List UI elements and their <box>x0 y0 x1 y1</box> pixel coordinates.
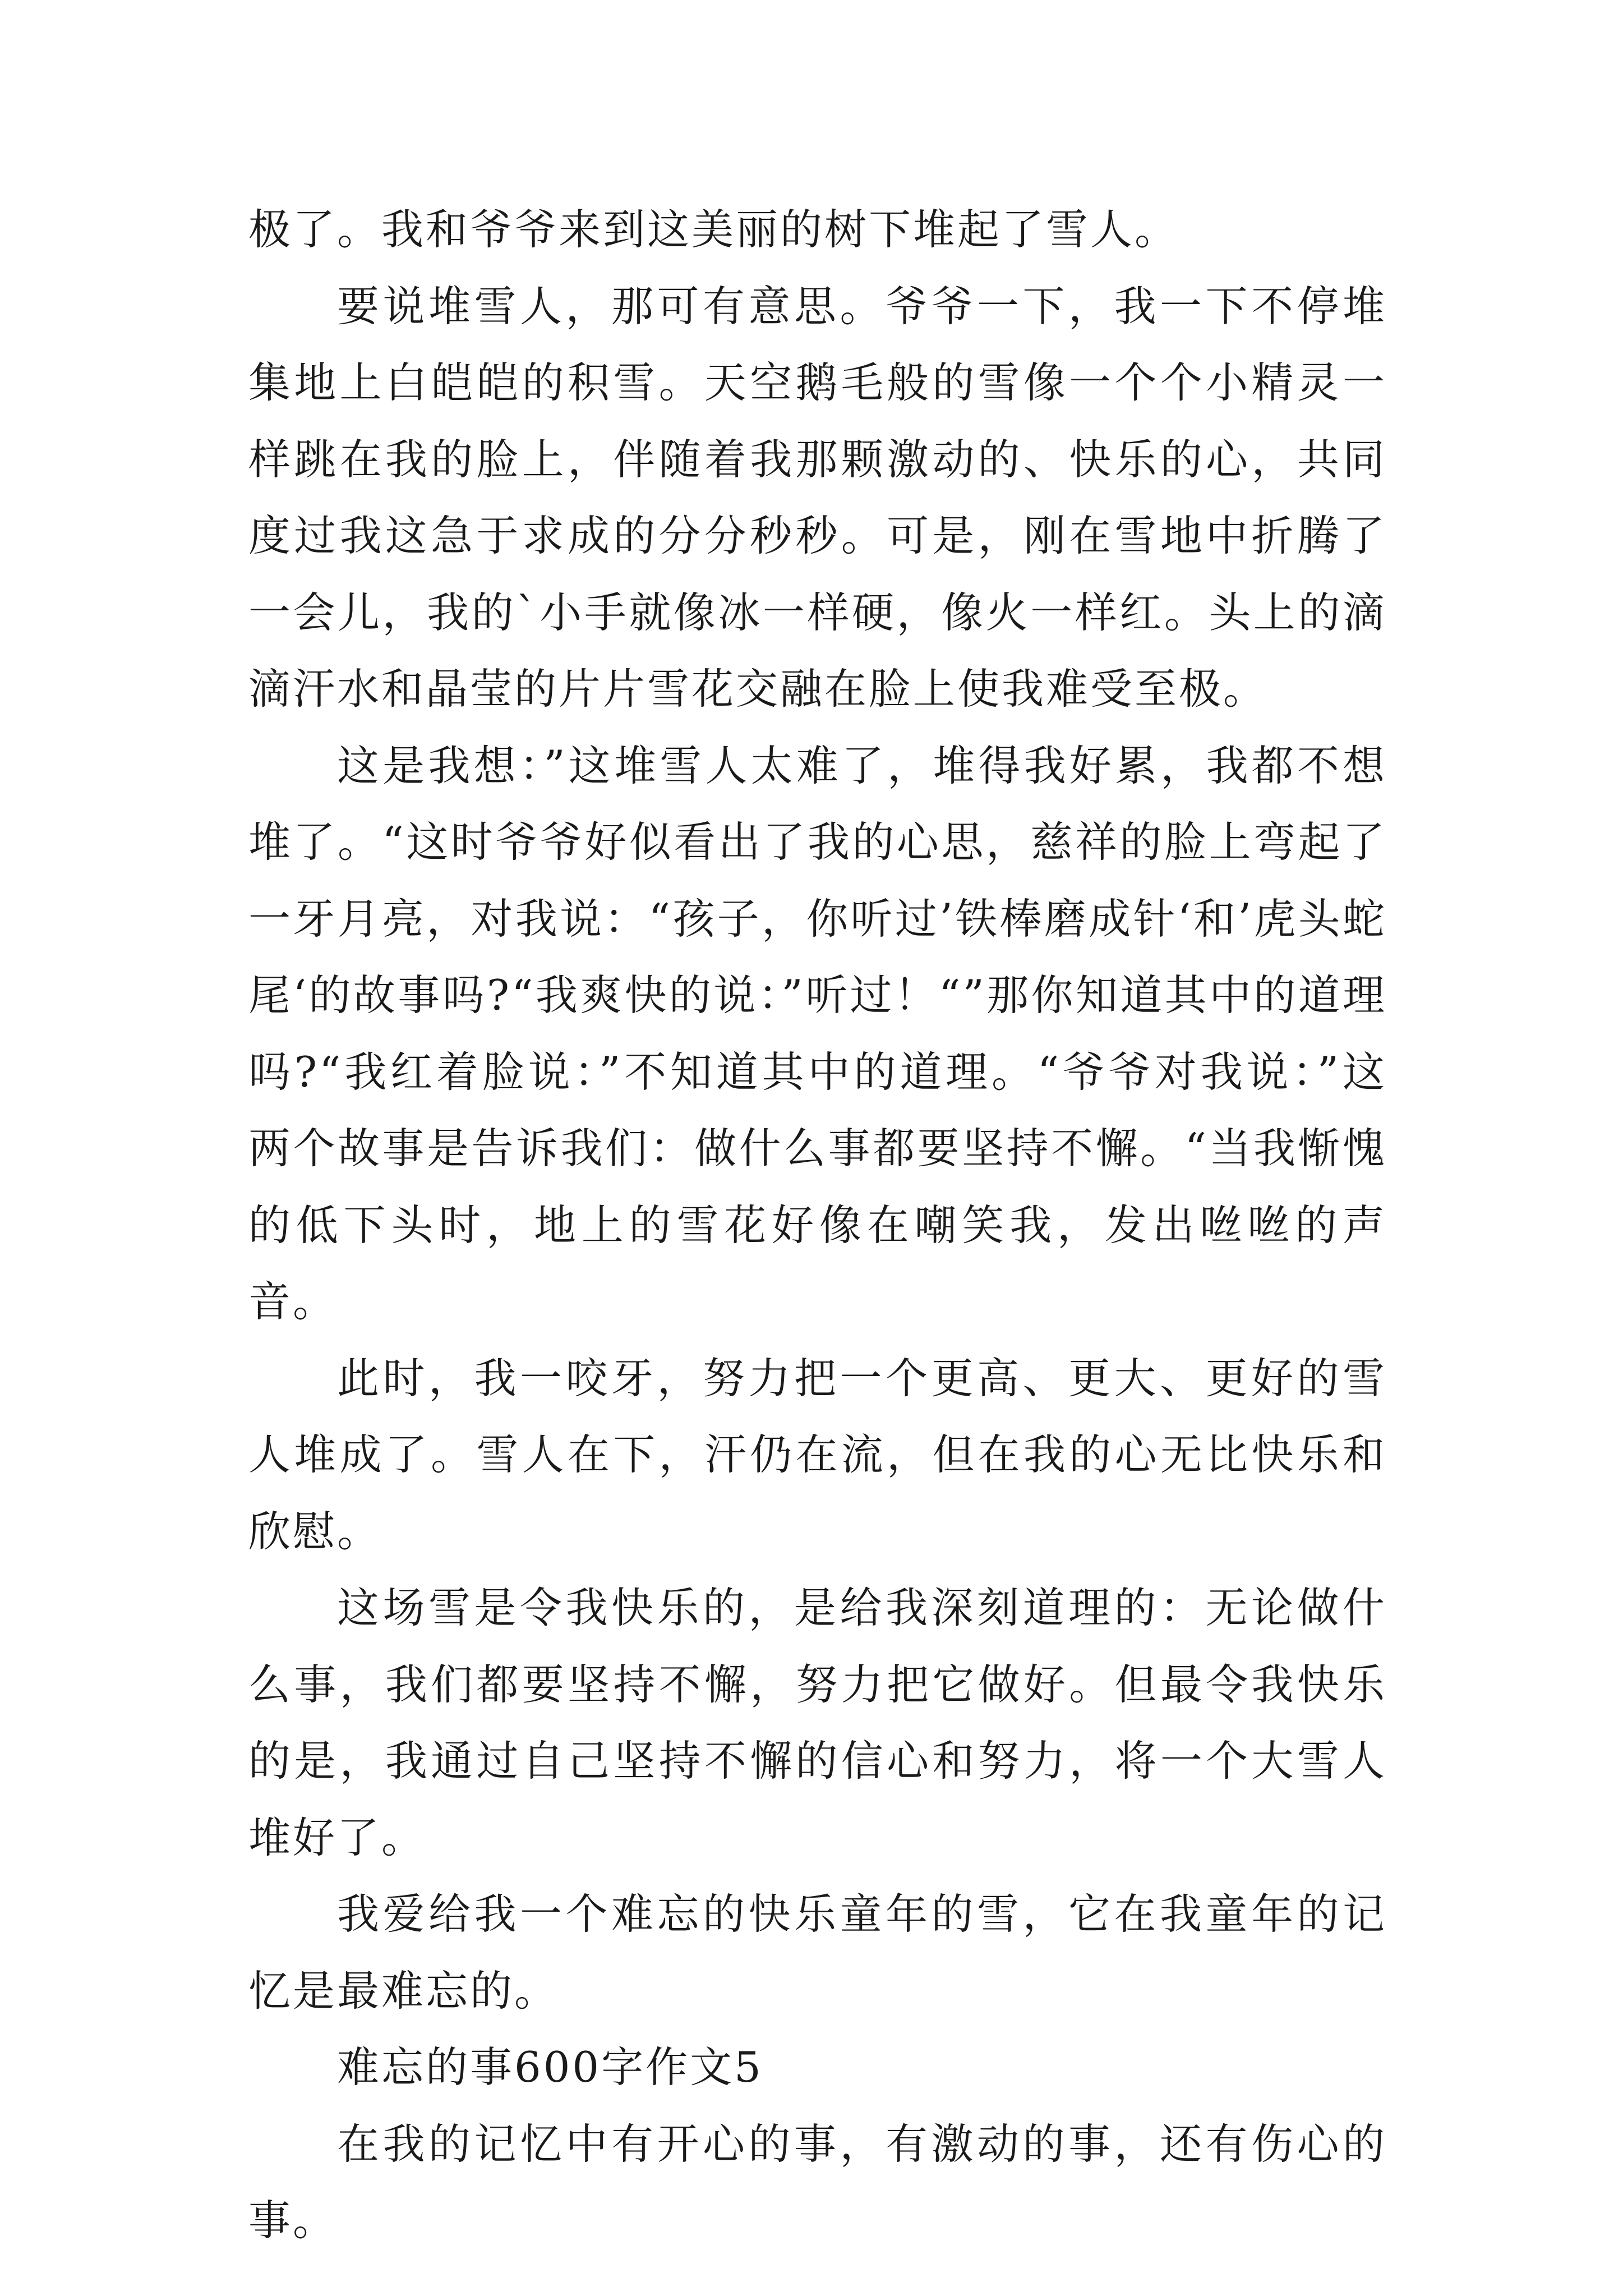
paragraph-6: 我爱给我一个难忘的快乐童年的雪，它在我童年的记忆是最难忘的。 <box>248 1889 1387 2016</box>
paragraph-5: 这场雪是令我快乐的，是给我深刻道理的：无论做什么事，我们都要坚持不懈，努力把它做好。但最令我快乐的是，我通过自己坚持不懈的信心和努力，将一个大雪人堆好了。 <box>248 1583 1387 1862</box>
essay-title: 难忘的事600字作文5 <box>337 2042 763 2092</box>
essay-body <box>248 191 1387 2259</box>
paragraph-7: 在我的记忆中有开心的事，有激动的事，还有伤心的事。 <box>248 2119 1387 2245</box>
paragraph-3: 这是我想：”这堆雪人太难了，堆得我好累，我都不想堆了。“这时爷爷好似看出了我的心思，慈祥的脸上弯起了一牙月亮，对我说：“孩子，你听过’铁棒磨成针‘和’虎头蛇尾‘的故事吗?“我爽快的说：”听过！“”那你知道其中的道理吗?“我红着脸说：”不知道其中的道理。“爷爷对我说：”这两个故事是告诉我们：做什么事都要坚持不懈。“当我惭愧的低下头时，地上的雪花好像在嘲笑我，发出咝咝的声音。 <box>248 740 1387 1326</box>
paragraph-1: 极了。我和爷爷来到这美丽的树下堆起了雪人。 <box>248 205 1179 254</box>
paragraph-2: 要说堆雪人，那可有意思。爷爷一下，我一下不停堆集地上白皑皑的积雪。天空鹅毛般的雪像一个个小精灵一样跳在我的脸上，伴随着我那颗激动的、快乐的心，共同度过我这急于求成的分分秒秒。可是，刚在雪地中折腾了一会儿，我的`小手就像冰一样硬，像火一样红。头上的滴滴汗水和晶莹的片片雪花交融在脸上使我难受至极。 <box>248 281 1387 714</box>
paragraph-4: 此时，我一咬牙，努力把一个更高、更大、更好的雪人堆成了。雪人在下，汗仍在流，但在我的心无比快乐和欣慰。 <box>248 1353 1387 1556</box>
